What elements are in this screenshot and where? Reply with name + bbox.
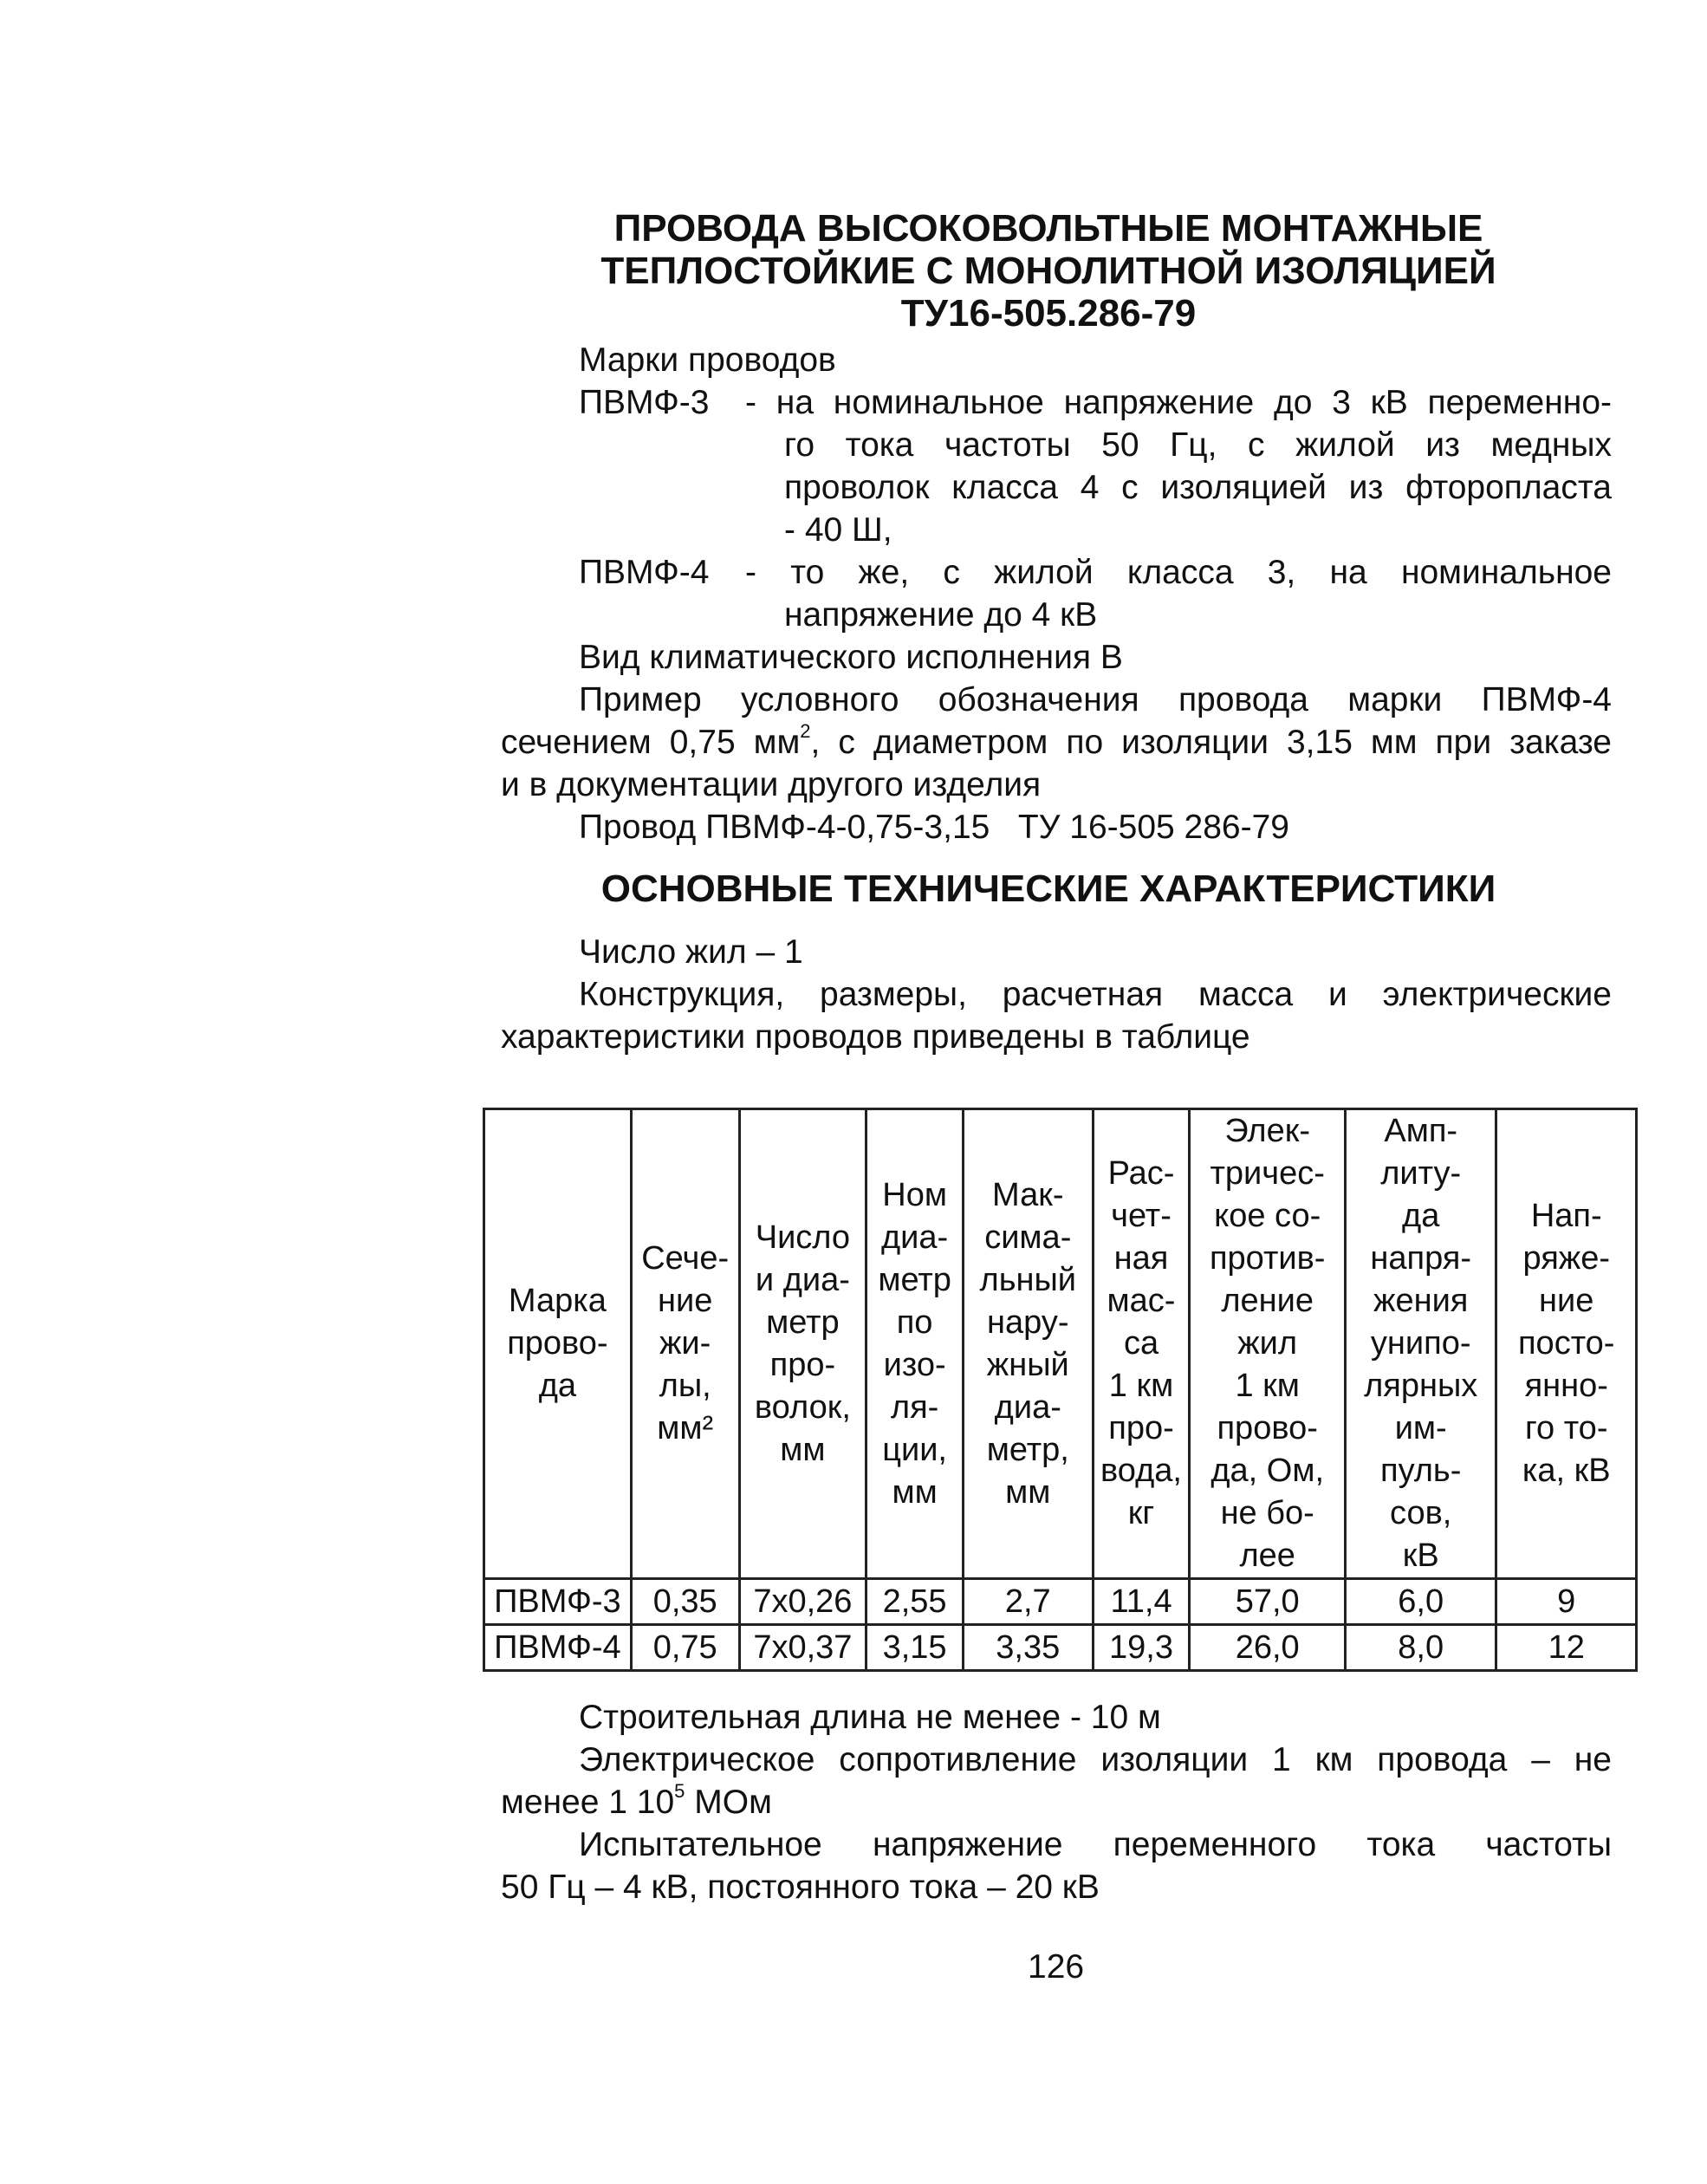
- pvmf3-desc-line-2: го тока частоты 50 Гц, с жилой из медных: [784, 426, 1612, 464]
- pvmf3-code: ПВМФ-3: [579, 384, 710, 421]
- cell-cross-section: 0,75: [631, 1625, 739, 1671]
- cell-dc-voltage: 9: [1496, 1579, 1637, 1625]
- test-voltage-line-1: Испытательное напряжение переменного тока частоты: [579, 1826, 1612, 1863]
- insulation-line-1: Электрическое сопротивление изоляции 1 км провода – не: [579, 1741, 1612, 1778]
- header-wires: Число и диа- метр про- волок, мм: [739, 1109, 866, 1579]
- cell-dc-voltage: 12: [1496, 1625, 1637, 1671]
- cell-insulation-diameter: 2,55: [866, 1579, 964, 1625]
- header-cross-section: Сече- ние жи- лы, мм²: [631, 1109, 739, 1579]
- cell-wires: 7х0,26: [739, 1579, 866, 1625]
- test-voltage-line-2: 50 Гц – 4 кВ, постоянного тока – 20 кВ: [501, 1869, 1100, 1906]
- cell-mass: 19,3: [1093, 1625, 1190, 1671]
- cell-mark: ПВМФ-3: [484, 1579, 632, 1625]
- length-text: Строительная длина не менее - 10 м: [579, 1699, 1161, 1736]
- example-line-1: Пример условного обозначения провода марки ПВМФ-4: [579, 681, 1612, 718]
- title-line-3: ТУ16-505.286-79: [900, 292, 1197, 335]
- pvmf4-desc-line-2: напряжение до 4 кВ: [784, 596, 1098, 634]
- cell-pulse-amplitude: 6,0: [1345, 1579, 1496, 1625]
- header-mark: Марка прово- да: [484, 1109, 632, 1579]
- cell-mark: ПВМФ-4: [484, 1625, 632, 1671]
- pvmf3-desc-line-4: - 40 Ш,: [784, 511, 892, 549]
- title-line-2: ТЕПЛОСТОЙКИЕ С МОНОЛИТНОЙ ИЗОЛЯЦИЕЙ: [600, 250, 1496, 292]
- cell-pulse-amplitude: 8,0: [1345, 1625, 1496, 1671]
- pvmf4-desc-line-1: - то же, с жилой класса 3, на номинальное: [745, 554, 1612, 591]
- header-resistance: Элек- тричес- кое со- против- ление жил 1 км прово- да, Ом, не бо- лее: [1190, 1109, 1346, 1579]
- climate-text: Вид климатического исполнения В: [579, 639, 1123, 676]
- pvmf3-desc-line-1: - на номинальное напряжение до 3 кВ переменно-: [745, 384, 1612, 421]
- intro-line-2: характеристики проводов приведены в таблице: [501, 1018, 1250, 1056]
- cell-resistance: 26,0: [1190, 1625, 1346, 1671]
- page-number: 126: [1028, 1948, 1085, 1986]
- header-max-outer-diameter: Мак- сима- льный нару- жный диа- метр, мм: [963, 1109, 1093, 1579]
- cores-text: Число жил – 1: [579, 933, 803, 971]
- table-row: [484, 1625, 1637, 1671]
- header-insulation-diameter: Ном диа- метр по изо- ля- ции, мм: [866, 1109, 964, 1579]
- cell-resistance: 57,0: [1190, 1579, 1346, 1625]
- example-line-2: сечением 0,75 $мм^2$, с диаметром по изоляции 3,15 мм при заказе: [501, 720, 1612, 761]
- header-mass: Рас- чет- ная мас- са 1 км про- вода, кг: [1093, 1109, 1190, 1579]
- cell-wires: 7х0,37: [739, 1625, 866, 1671]
- table-header-row: [484, 1109, 1637, 1579]
- table-row: [484, 1579, 1637, 1625]
- header-dc-voltage: Нап- ряже- ние посто- янно- го то- ка, кВ: [1496, 1109, 1637, 1579]
- section-title: ОСНОВНЫЕ ТЕХНИЧЕСКИЕ ХАРАКТЕРИСТИКИ: [600, 868, 1496, 910]
- pvmf3-desc-line-3: проволок класса 4 с изоляцией из фторопласта: [784, 469, 1612, 506]
- pvmf4-code: ПВМФ-4: [579, 554, 710, 591]
- cell-max-outer-diameter: 2,7: [963, 1579, 1093, 1625]
- example-line-3: и в документации другого изделия: [501, 766, 1042, 803]
- intro-line-1: Конструкция, размеры, расчетная масса и электрические: [579, 976, 1612, 1013]
- cell-cross-section: 0,35: [631, 1579, 739, 1625]
- spec-table: [483, 1108, 1638, 1672]
- marks-heading: Марки проводов: [579, 341, 836, 379]
- header-pulse-amplitude: Амп- литу- да напря- жения унипо- лярных им- пуль- сов, кВ: [1345, 1109, 1496, 1579]
- example-designation: Провод ПВМФ-4-0,75-3,15 ТУ 16-505 286-79: [579, 809, 1289, 846]
- insulation-line-2: менее 1 $10^5$ МОм: [501, 1780, 772, 1821]
- cell-mass: 11,4: [1093, 1579, 1190, 1625]
- cell-insulation-diameter: 3,15: [866, 1625, 964, 1671]
- title-line-1: ПРОВОДА ВЫСОКОВОЛЬТНЫЕ МОНТАЖНЫЕ: [613, 207, 1483, 250]
- cell-max-outer-diameter: 3,35: [963, 1625, 1093, 1671]
